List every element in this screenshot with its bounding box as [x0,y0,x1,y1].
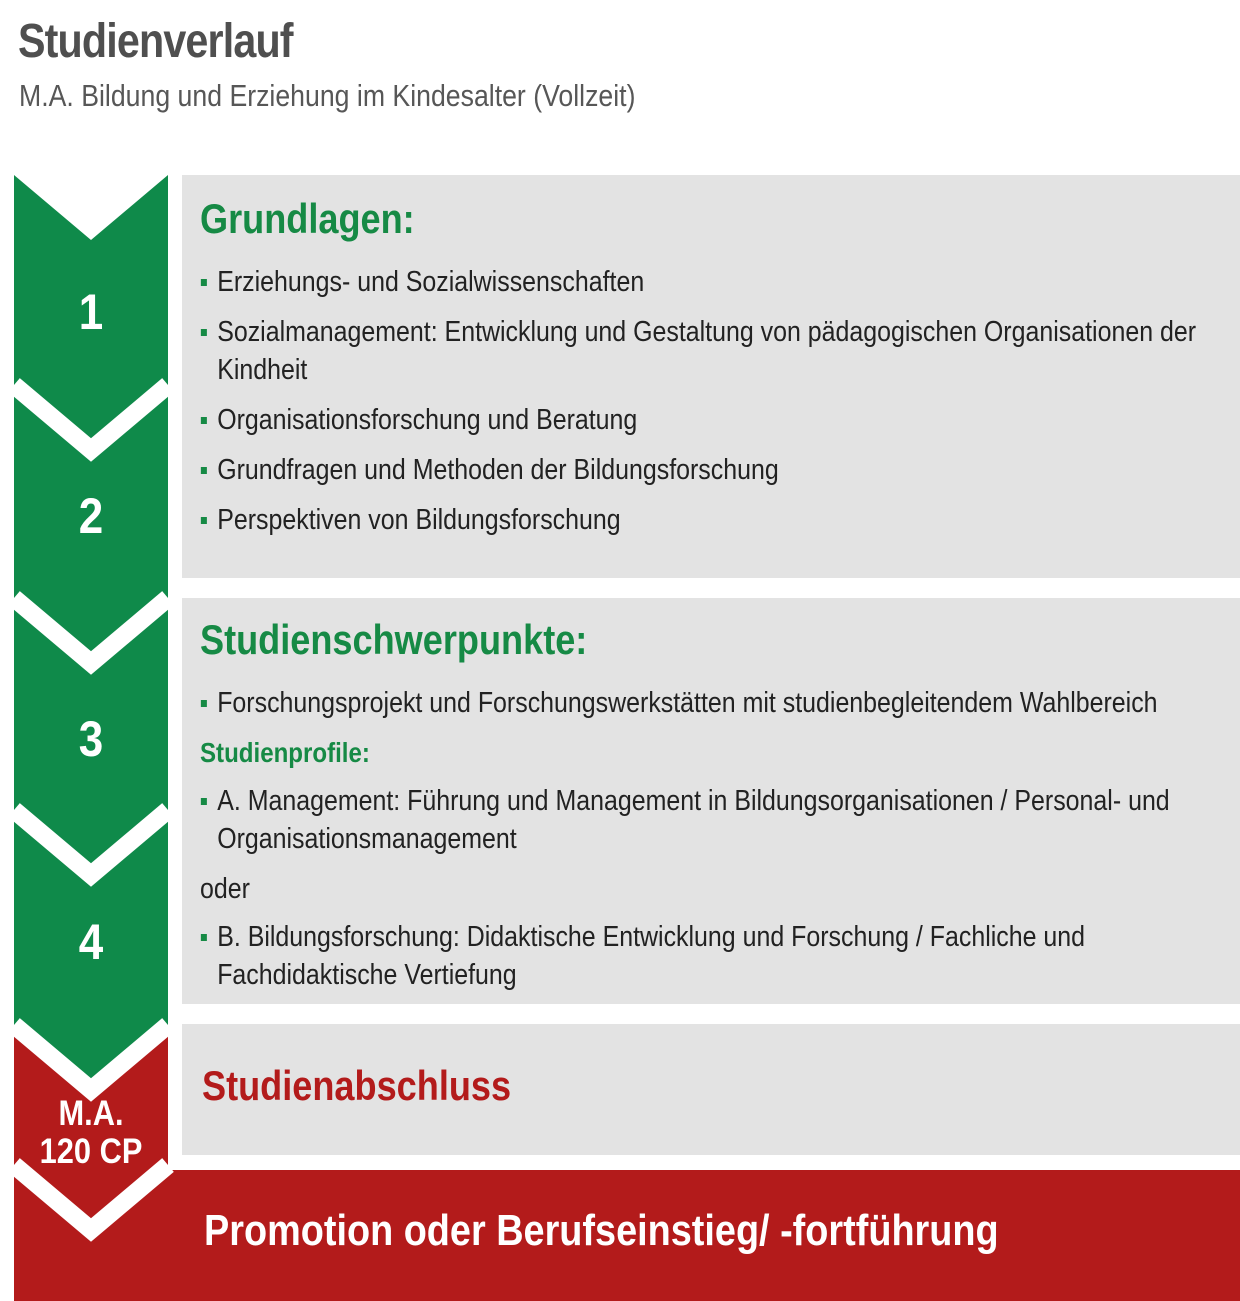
step-label-ma-degree: M.A. [58,1094,124,1133]
list-item [200,451,1235,489]
page-title: Studienverlauf [18,15,293,68]
step-number-4: 4 [78,914,104,970]
list-item [200,684,1235,722]
list-item [200,918,1235,994]
list-item [200,313,1235,389]
step-number-2: 2 [78,488,104,544]
list-item-text: Organisationsforschung und Beratung [217,404,638,436]
step-label-ma-credits: 120 CP [39,1132,143,1171]
bullet-icon [201,934,207,941]
bullet-icon [201,467,207,474]
step-number-3: 3 [78,711,104,767]
list-item-text: Forschungsprojekt und Forschungswerkstätten mit studienbegleitendem Wahlbereich [217,687,1158,719]
list-item [200,501,1235,539]
page-subtitle: M.A. Bildung und Erziehung im Kindesalter (Vollzeit) [19,78,636,113]
subheading-studienprofile: Studienprofile: [200,737,370,768]
list-item-text: Perspektiven von Bildungsforschung [217,504,621,536]
step-number-1: 1 [78,284,104,340]
list-item-text: Grundfragen und Methoden der Bildungsforschung [217,454,779,486]
or-label: oder [200,873,250,905]
heading-studienschwerpunkte: Studienschwerpunkte: [200,616,588,663]
list-item [200,401,1235,439]
panel-studienschwerpunkte [182,598,1240,1004]
bullet-icon [201,417,207,424]
panel-grundlagen [182,175,1240,578]
list-item-text: B. Bildungsforschung: Didaktische Entwicklung und Forschung / Fachliche und Fachdidaktische Vertiefung [217,921,1086,991]
list-studienschwerpunkte [200,684,1220,1006]
list-item [200,782,1235,858]
bullet-icon [201,329,207,336]
bullet-icon [201,517,207,524]
final-outcome-text: Promotion oder Berufseinstieg/ -fortführung [204,1206,999,1255]
heading-studienabschluss: Studienabschluss [202,1062,512,1109]
bullet-icon [201,700,207,707]
list-item-text: Sozialmanagement: Entwicklung und Gestaltung von pädagogischen Organisationen der Kindheit [217,316,1197,386]
list-grundlagen [200,263,1220,551]
bullet-icon [201,798,207,805]
bullet-icon [201,279,207,286]
heading-grundlagen: Grundlagen: [200,195,415,242]
list-item-text: Erziehungs- und Sozialwissenschaften [217,266,645,298]
list-item [200,263,1235,301]
step-label-ma [23,1095,159,1171]
panel-studienabschluss [182,1024,1240,1155]
list-item-text: A. Management: Führung und Management in Bildungsorganisationen / Personal- und Organisationsmanagement [217,785,1170,855]
